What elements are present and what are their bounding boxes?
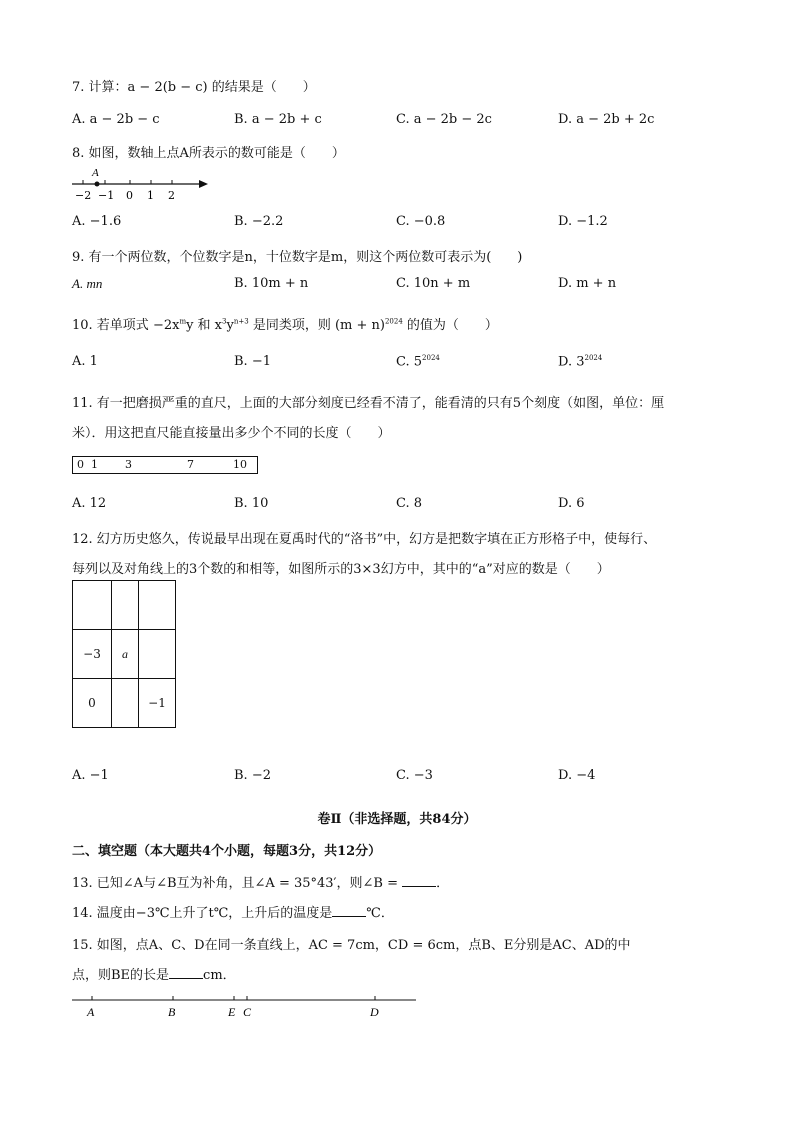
tick-label: 0 [126, 189, 133, 202]
magic-cell [112, 679, 139, 728]
ruler-mark: 7 [187, 458, 194, 471]
ruler-mark: 3 [125, 458, 132, 471]
magic-cell [139, 630, 176, 679]
magic-cell: a [112, 630, 139, 679]
point-a-label: A [92, 167, 99, 179]
q7-stem: 7. 计算：a − 2(b − c) 的结果是（ ） [72, 80, 316, 95]
magic-cell: −1 [139, 679, 176, 728]
tick-label: −2 [75, 189, 92, 202]
point-label: E [228, 1005, 236, 1019]
q11-option-a: A. 12 [72, 496, 107, 511]
q11-line2: 米）．用这把直尺能直接量出多少个不同的长度（ ） [72, 426, 391, 441]
q11-option-c: C. 8 [396, 496, 423, 511]
section-title: 卷Ⅱ（非选择题，共84分） [317, 812, 477, 827]
q10-stem: 10. 若单项式 $-2x^my$ 和 $x^3y^{n+3}$ 是同类项，则 $(m + n)^{2024}$ 的值为（ ） [72, 317, 498, 333]
q8-option-a: A. −1.6 [72, 214, 122, 229]
q8-option-b: B. −2.2 [234, 214, 284, 229]
section-heading: 二、填空题（本大题共4个小题，每题3分，共12分） [72, 844, 382, 859]
q7-option-d: D. a − 2b + 2c [558, 112, 655, 127]
arrow-icon [199, 180, 208, 188]
ruler [72, 456, 258, 474]
q12-option-d: D. −4 [558, 768, 596, 783]
q7-option-b: B. a − 2b + c [234, 112, 322, 127]
q10-option-d: D. $3^{2024}$ [558, 354, 603, 370]
tick-label: −1 [98, 189, 115, 202]
q12-option-b: B. −2 [234, 768, 271, 783]
ruler-mark: 10 [233, 458, 247, 471]
tick-label: 1 [147, 189, 154, 202]
point-label: B [168, 1005, 176, 1019]
magic-cell: 0 [73, 679, 112, 728]
q12-option-a: A. −1 [72, 768, 109, 783]
q9-option-d: D. m + n [558, 276, 617, 291]
q11-line1: 11. 有一把磨损严重的直尺，上面的大部分刻度已经看不清了，能看清的只有5个刻度（如图，单位：厘 [72, 396, 665, 411]
answer-blank[interactable] [169, 966, 203, 979]
q10-option-c: C. $5^{2024}$ [396, 354, 440, 370]
answer-blank[interactable] [402, 874, 436, 887]
magic-cell: −3 [73, 630, 112, 679]
magic-cell [112, 581, 139, 630]
q10-option-a: A. 1 [72, 354, 98, 369]
q12-option-c: C. −3 [396, 768, 433, 783]
q9-option-a: A. mn [72, 276, 103, 291]
q15-line2: 点，则BE的长是 cm． [72, 968, 236, 983]
q9-option-b: B. 10m + n [234, 276, 309, 291]
ruler-mark: 0 [77, 458, 84, 471]
point-label: C [243, 1005, 252, 1019]
q9-option-c: C. 10n + m [396, 276, 471, 291]
q10-option-b: B. −1 [234, 354, 271, 369]
number-line [70, 165, 210, 203]
magic-cell [73, 581, 112, 630]
q8-option-c: C. −0.8 [396, 214, 446, 229]
q9-stem: 9. 有一个两位数，个位数字是n，十位数字是m，则这个两位数可表示为( ) [72, 250, 523, 265]
q15-line1: 15. 如图，点A、C、D在同一条直线上，AC = 7cm，CD = 6cm，点B、E分别是AC、AD的中 [72, 938, 631, 953]
ruler-mark: 1 [91, 458, 98, 471]
q8-stem: 8. 如图，数轴上点A所表示的数可能是（ ） [72, 146, 345, 161]
magic-cell [139, 581, 176, 630]
q11-option-b: B. 10 [234, 496, 269, 511]
q13-stem: 13. 已知∠A与∠B互为补角，且∠A = 35°43′，则∠B = ． [72, 876, 450, 891]
q11-option-d: D. 6 [558, 496, 585, 511]
magic-square [72, 580, 176, 728]
q12-line2: 每列以及对角线上的3个数的和相等，如图所示的3×3幻方中，其中的“a”对应的数是（ ） [72, 562, 610, 577]
q14-stem: 14. 温度由−3℃上升了t℃，上升后的温度是 ℃． [72, 906, 394, 921]
answer-blank[interactable] [332, 904, 366, 917]
segment-figure [70, 992, 420, 1024]
point-label: A [87, 1005, 95, 1019]
q7-option-a: A. a − 2b − c [72, 112, 160, 127]
tick-label: 2 [168, 189, 175, 202]
point-label: D [370, 1005, 379, 1019]
q7-option-c: C. a − 2b − 2c [396, 112, 492, 127]
q12-line1: 12. 幻方历史悠久，传说最早出现在夏禹时代的“洛书”中，幻方是把数字填在正方形格子中，使每行、 [72, 532, 657, 547]
point-a-dot [95, 182, 100, 187]
q8-option-d: D. −1.2 [558, 214, 608, 229]
